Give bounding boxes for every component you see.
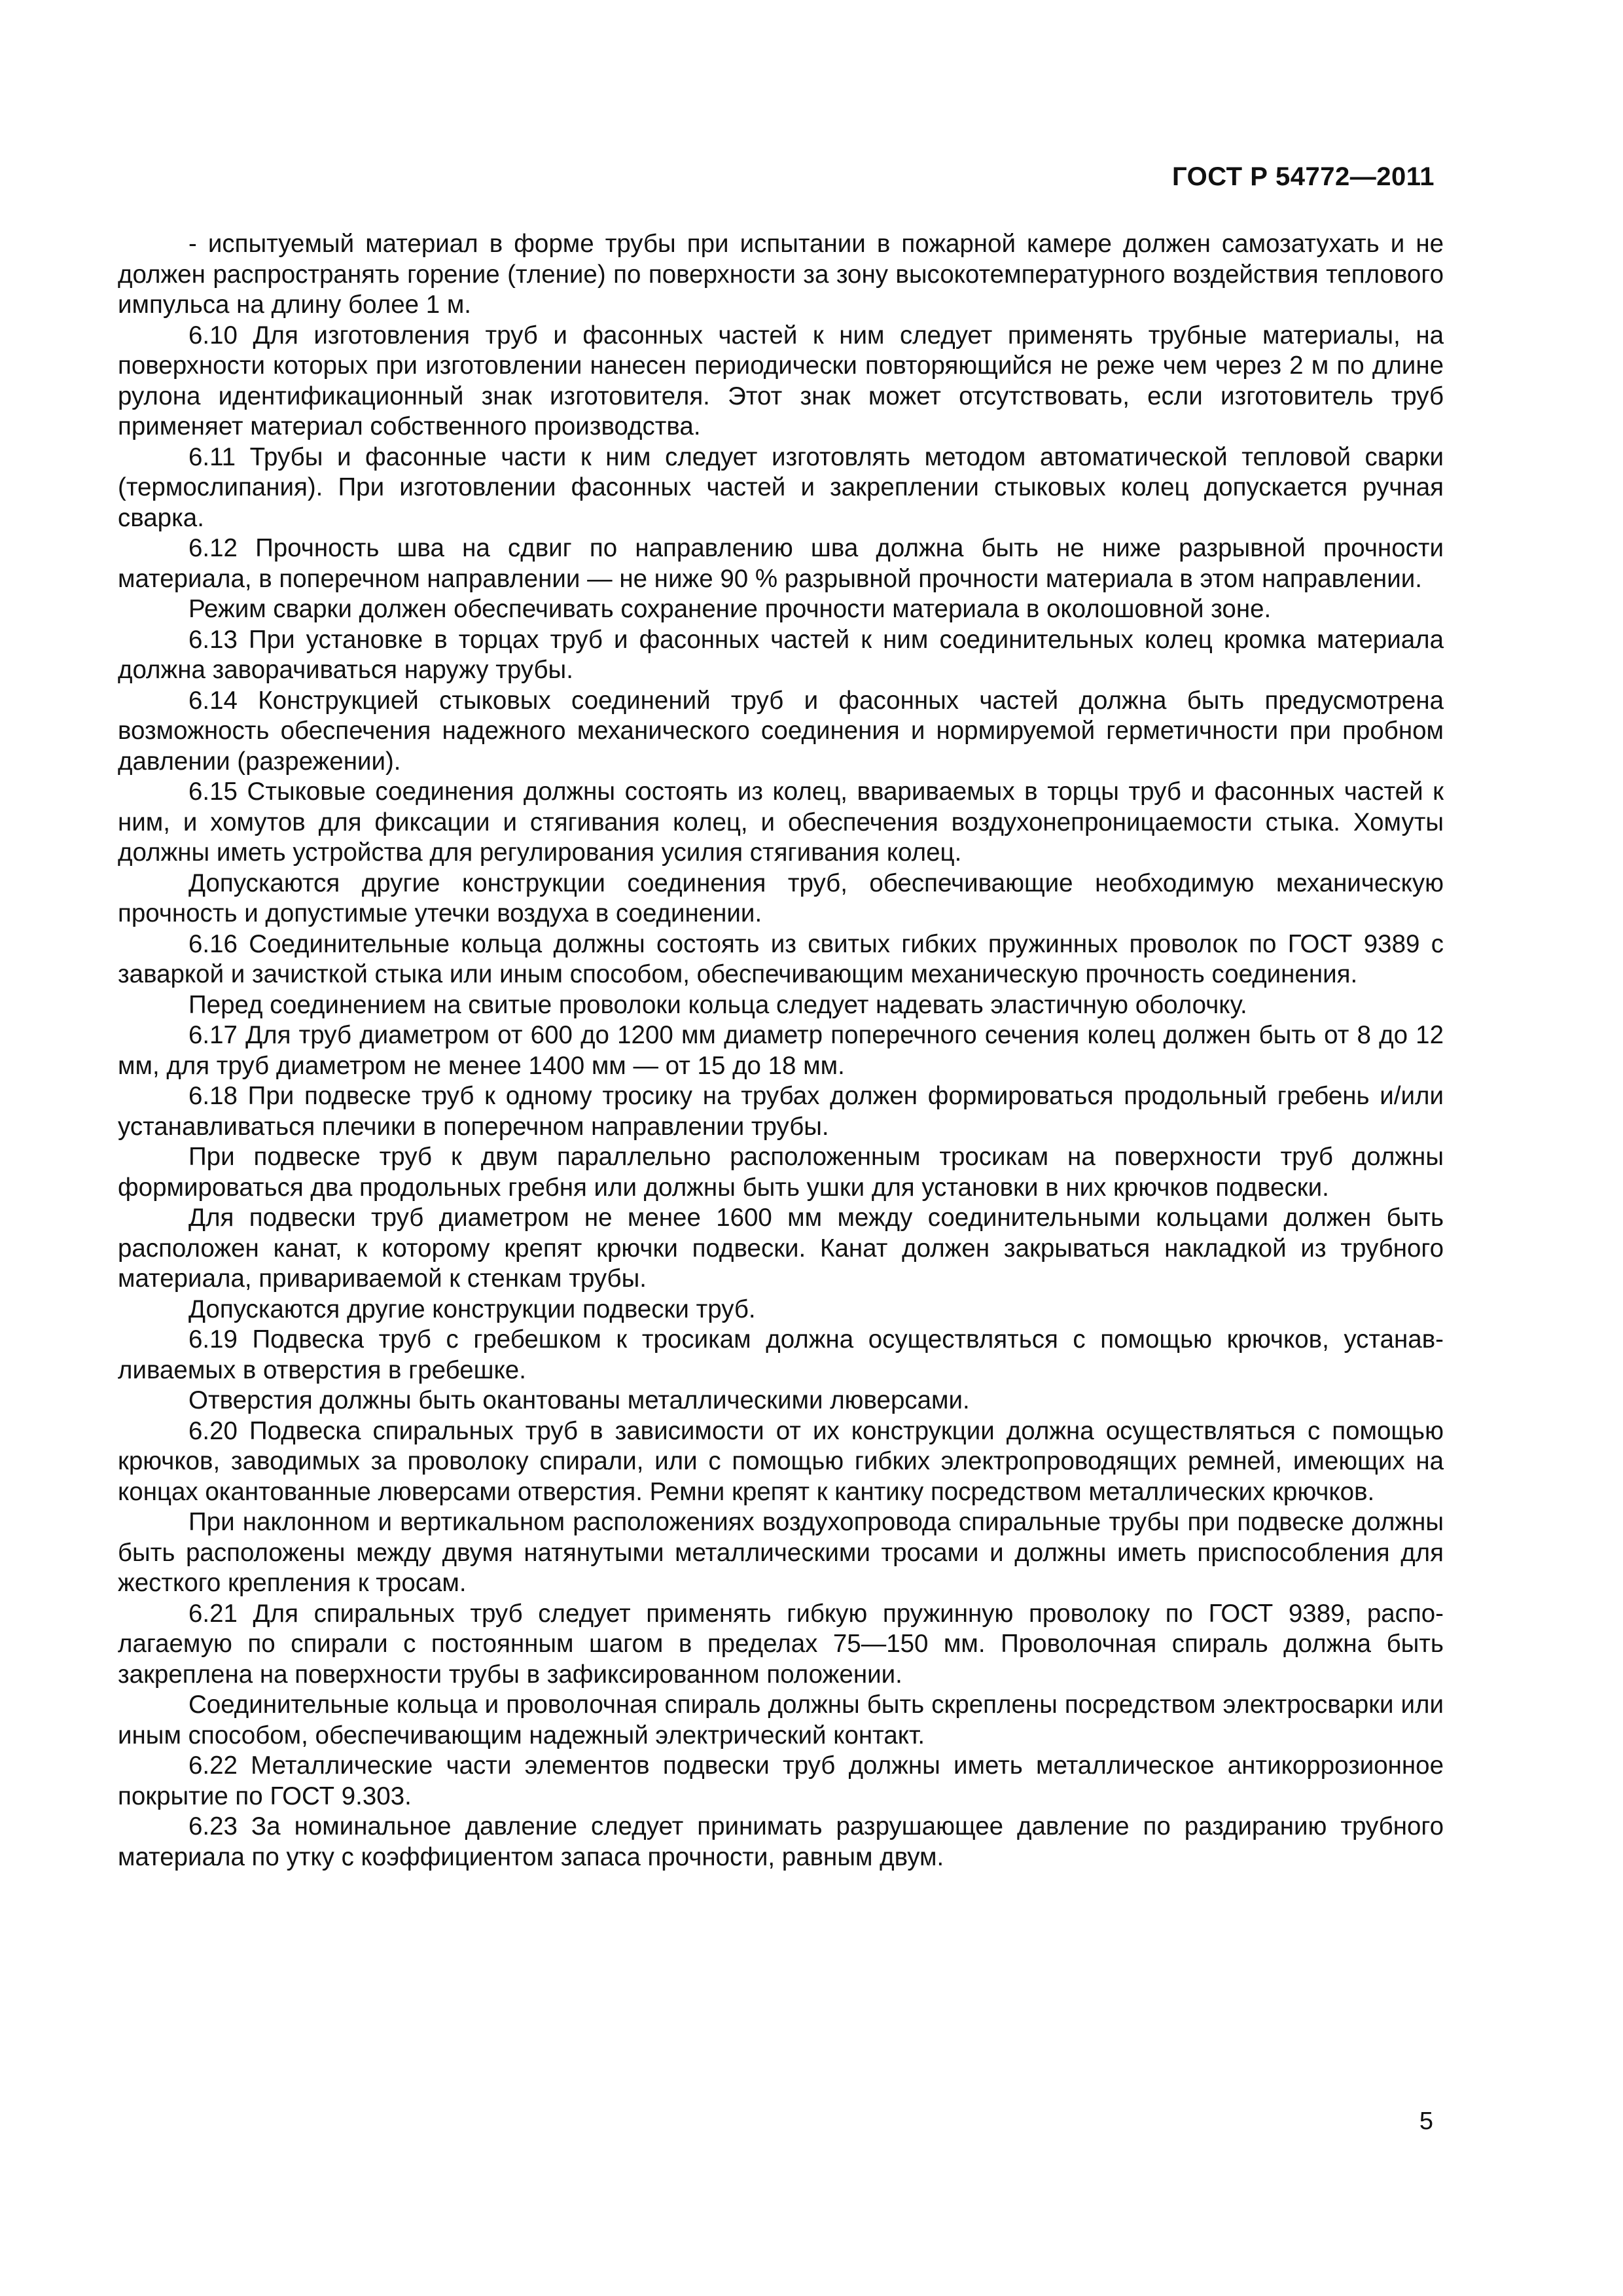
document-code-header: ГОСТ Р 54772—2011 bbox=[1172, 162, 1435, 191]
paragraph-6-16: 6.16 Соединительные кольца должны состоять из свитых гибких пружинных проволок по ГОСТ 9389 с заваркой и зачисткой стыка или иным способом, обеспечивающим механическую прочность соединения. bbox=[118, 929, 1444, 988]
paragraph-6-22: 6.22 Металлические части элементов подвески труб должны иметь металлическое антикоррозионное покрытие по ГОСТ 9.303. bbox=[118, 1751, 1444, 1810]
paragraph-6-20: 6.20 Подвеска спиральных труб в зависимости от их конструкции должна осуществляться с помощью крючков, заводимых за проволоку спирали, или с помощью гибких электропроводящих ремней, имеющих на концах окантованные люверсами отверстия. Ремни крепят к кантику посредством металлических крючков. bbox=[118, 1416, 1444, 1506]
paragraph-6-19: 6.19 Подвеска труб с гребешком к тросикам должна осуществляться с помощью крючков, устанавливаемых в отверстия в гребешке. bbox=[118, 1325, 1444, 1384]
paragraph-fire-test: - испытуемый материал в форме трубы при испытании в пожарной камере должен самозатухать и не должен распространять горение (тление) по поверхности за зону высокотемпературного воздействия теплового импульса на длину более 1 м. bbox=[118, 230, 1444, 319]
paragraph-other-suspensions: Допускаются другие конструкции подвески труб. bbox=[188, 1295, 756, 1323]
paragraph-6-23: 6.23 За номинальное давление следует принимать разрушающее давление по раздиранию трубного материала по утку с коэффициентом запаса прочности, равным двум. bbox=[118, 1812, 1444, 1871]
paragraph-rope-1600: Для подвески труб диаметром не менее 1600 мм между соединительными кольцами должен быть расположен канат, к которому крепят крючки подвески. Канат должен закрываться накладкой из трубного материала, привариваемой к стенкам трубы. bbox=[118, 1204, 1444, 1293]
page-number: 5 bbox=[1419, 2108, 1433, 2135]
paragraph-two-cables: При подвеске труб к двум параллельно расположенным тросикам на поверхности труб должны формироваться два продольных гребня или должны быть ушки для установки в них крючков подвески. bbox=[118, 1143, 1444, 1202]
paragraph-grommets: Отверстия должны быть окантованы металлическими люверсами. bbox=[188, 1386, 970, 1414]
paragraph-6-14: 6.14 Конструкцией стыковых соединений труб и фасонных частей должна быть предусмотрена возможность обеспечения надежного механического соединения и нормируемой герметичности при пробном давлении (разрежении). bbox=[118, 686, 1444, 776]
paragraph-6-21: 6.21 Для спиральных труб следует применять гибкую пружинную проволоку по ГОСТ 9389, располагаемую по спирали с постоянным шагом в пределах 75—150 мм. Проволочная спираль должна быть закреплена на поверхности трубы в зафиксированном положении. bbox=[118, 1599, 1444, 1689]
paragraph-electrical-contact: Соединительные кольца и проволочная спираль должны быть скреплены посредством электросварки или иным способом, обеспечивающим надежный электрический контакт. bbox=[118, 1691, 1444, 1749]
body-text bbox=[118, 229, 1444, 1873]
paragraph-elastic-sheath: Перед соединением на свитые проволоки кольца следует надевать эластичную оболочку. bbox=[188, 990, 1247, 1019]
paragraph-6-17: 6.17 Для труб диаметром от 600 до 1200 мм диаметр поперечного сечения колец должен быть от 8 до 12 мм, для труб диаметром не менее 1400 мм — от 15 до 18 мм. bbox=[118, 1021, 1444, 1080]
paragraph-welding-mode: Режим сварки должен обеспечивать сохранение прочности материала в околошовной зоне. bbox=[188, 595, 1272, 623]
paragraph-6-13: 6.13 При установке в торцах труб и фасонных частей к ним соединительных колец кромка материала должна заворачиваться наружу трубы. bbox=[118, 625, 1444, 684]
paragraph-6-18: 6.18 При подвеске труб к одному тросику на трубах должен формироваться продольный гребень и/или устанавливаться плечики в поперечном направлении трубы. bbox=[118, 1082, 1444, 1141]
paragraph-6-15: 6.15 Стыковые соединения должны состоять из колец, ввариваемых в торцы труб и фасонных частей к ним, и хомутов для фиксации и стягивания колец, и обеспечения воздухонепроницаемости стыка. Хомуты должны иметь устройства для регулирования усилия стягивания колец. bbox=[118, 778, 1444, 867]
paragraph-6-10: 6.10 Для изготовления труб и фасонных частей к ним следует применять трубные материалы, на поверхности которых при изготовлении нанесен периодически повторяющийся не реже чем через 2 м по длине рулона идентификационный знак изготовителя. Этот знак может отсутствовать, если изготовитель труб применяет материал собственного производства. bbox=[118, 321, 1444, 440]
paragraph-inclined-vertical: При наклонном и вертикальном расположениях воздухопровода спиральные трубы при подвеске должны быть расположены между двумя натянутыми металлическими тросами и должны иметь приспособления для жесткого крепления к тросам. bbox=[118, 1508, 1444, 1597]
paragraph-6-12: 6.12 Прочность шва на сдвиг по направлению шва должна быть не ниже разрывной прочности материала, в поперечном направлении — не ниже 90 % разрывной прочности материала в этом направлении. bbox=[118, 534, 1444, 593]
paragraph-6-11: 6.11 Трубы и фасонные части к ним следует изготовлять методом автоматической тепловой сварки (термослипания). При изготовлении фасонных частей и закреплении стыковых колец допускается ручная сварка. bbox=[118, 442, 1444, 532]
paragraph-other-connections: Допускаются другие конструкции соединения труб, обеспечивающие необходимую механическую прочность и допустимые утечки воздуха в соединении. bbox=[118, 869, 1444, 927]
